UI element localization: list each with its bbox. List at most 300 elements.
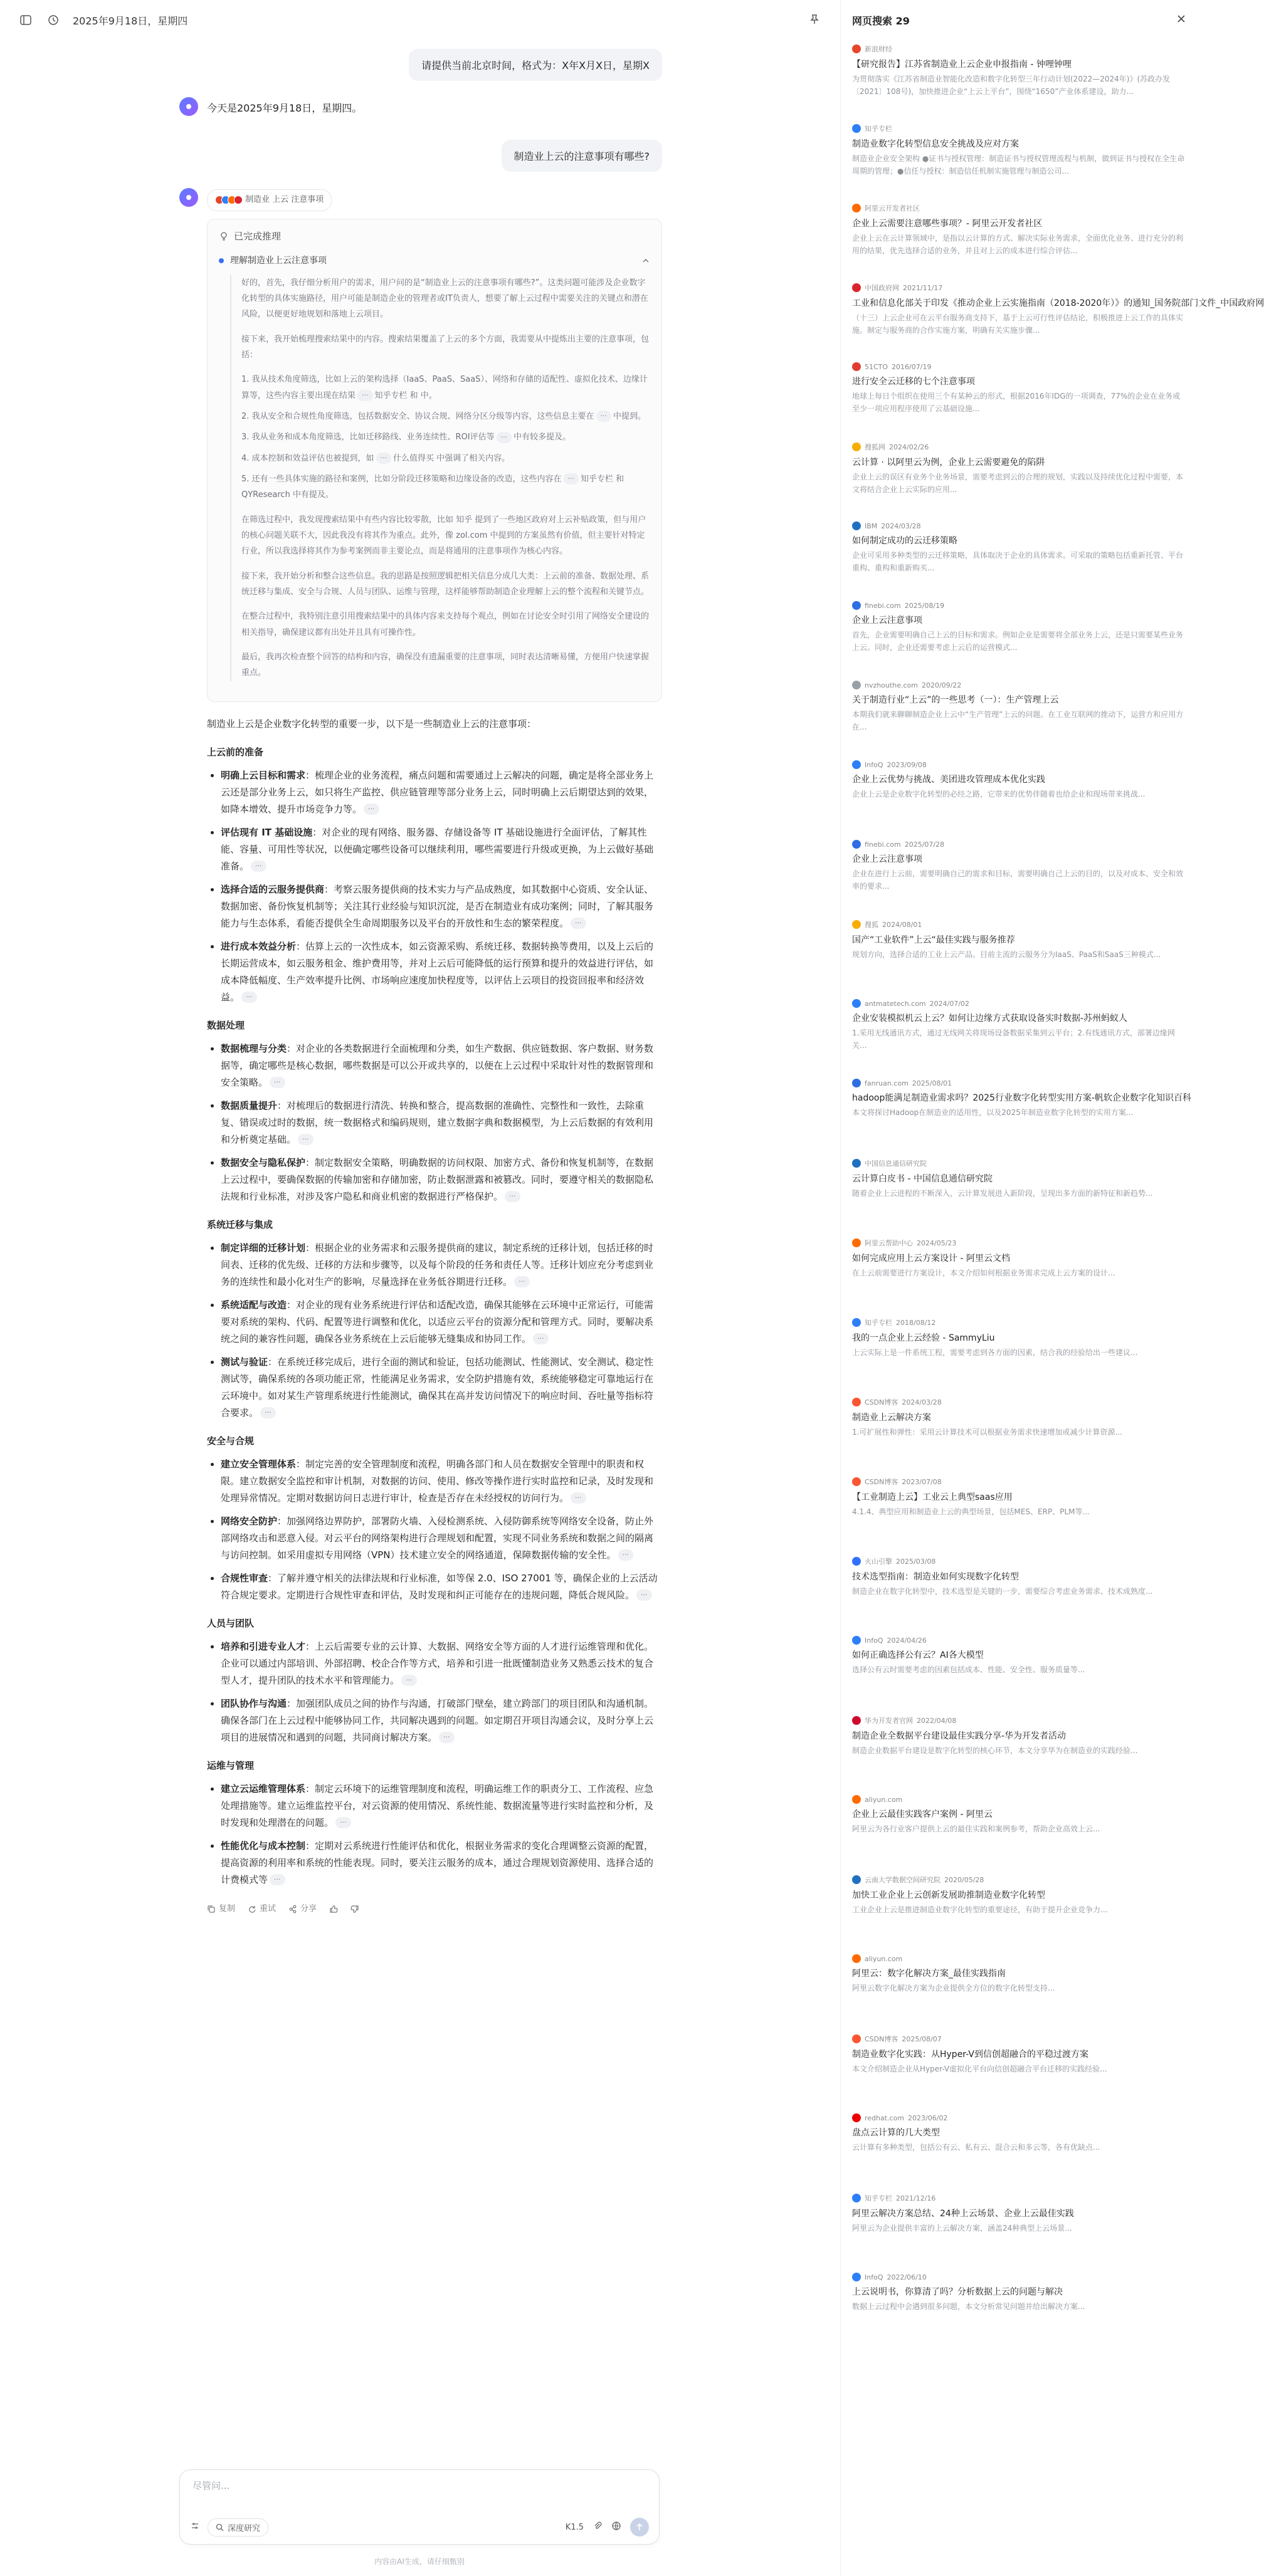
- item-text: ：估算上云的一次性成本，如云资源采购、系统迁移、数据转换等费用，以及上云后的长期运营成本，如云服务租金、维护费用等，并对上云后可能降低的运行预算和提升的效益进行评估，如成本降低幅度、生产效率提升比例、市场响应速度加快程度等，以评估上云项目的投资回报率和经济效益。: [221, 940, 654, 1003]
- result-title[interactable]: 进行安全云迁移的七个注意事项: [852, 377, 975, 387]
- search-result[interactable]: [852, 199, 1188, 279]
- site-favicon-icon: [852, 2273, 861, 2281]
- list-item: [221, 1570, 662, 1604]
- result-source: [852, 2113, 1188, 2122]
- result-source: [852, 601, 1188, 610]
- reasoning-list-item: 1. 我从技术角度筛选，比如上云的架构选择（IaaS、PaaS、SaaS）、网络和存储的适配性、虚拟化技术、边缘计算等，这些内容主要出现在结果 ··· 知乎专栏 和 中。: [241, 375, 648, 401]
- copy-icon: [207, 1905, 216, 1914]
- item-text: ：制定完善的安全管理制度和流程，明确各部门和人员在数据安全管理中的职责和权限。建立数据安全监控和审计机制，对数据的访问、使用、修改等操作进行实时监控和记录，及时发现和处理异常情况。定期对数据访问日志进行审计，检查是否存在未经授权的访问行为。: [221, 1458, 654, 1504]
- item-text: ：加强团队成员之间的协作与沟通，打破部门壁垒，建立跨部门的项目团队和沟通机制。确保各部门在上云过程中能够协同工作，共同解决遇到的问题。如定期召开项目沟通会议，及时分享上云项目的进展情况和遇到的问题，共同商讨解决方案。: [221, 1697, 654, 1743]
- search-result[interactable]: [852, 1712, 1188, 1791]
- citation-badge[interactable]: ···: [298, 1134, 313, 1145]
- result-date: 2025/08/19: [904, 601, 945, 610]
- citation-badge[interactable]: ···: [439, 1732, 455, 1743]
- lightbulb-icon: [219, 231, 229, 241]
- result-snippet: 企业上云的误区有业务个业务场景，需要考虑到云的合理的规划，实践以及持续优化过程中需要，本文将结合企业上云实际的应用...: [852, 473, 1184, 495]
- reasoning-paragraph: 在筛选过程中，我发现搜索结果中有些内容比较零散，比如 知乎 提到了一些地区政府对上云补贴政策，但与用户的核心问题关联不大，因此我没有将其作为重点。此外，像 zol.com 中提到的方案虽然有价值，但主要针对特定行业，所以我选择将其作为参考案例而非主要论点，而是将通用的注意事项作为核心内容。: [241, 515, 646, 557]
- search-result[interactable]: [852, 120, 1188, 199]
- result-snippet: 制造企业数据平台建设是数字化转型的核心环节，本文分享华为在制造业的实践经验...: [852, 1746, 1138, 1755]
- item-term: 制定详细的迁移计划: [221, 1242, 306, 1254]
- result-date: 2024/05/23: [917, 1238, 957, 1247]
- list-item: [221, 1097, 662, 1148]
- item-term: 数据梳理与分类: [221, 1042, 287, 1054]
- list-item: [221, 1781, 662, 1831]
- site-favicon-icon: [852, 362, 861, 371]
- item-term: 网络安全防护: [221, 1515, 278, 1527]
- result-source: [852, 1636, 1188, 1645]
- result-source-name: InfoQ: [865, 2273, 883, 2281]
- assistant-message: [179, 97, 662, 117]
- result-source-name: CSDN博客: [865, 1478, 898, 1486]
- result-source: [852, 919, 1188, 929]
- message-composer[interactable]: [179, 2469, 660, 2545]
- result-source-name: 51CTO: [865, 362, 888, 371]
- result-date: 2021/12/16: [896, 2194, 936, 2202]
- search-result[interactable]: [852, 2030, 1188, 2110]
- site-favicon-icon: [852, 283, 861, 292]
- site-favicon-icon: [852, 1477, 861, 1486]
- citation-badge[interactable]: ···: [564, 473, 579, 484]
- section-heading: 系统迁移与集成: [207, 1218, 273, 1230]
- result-snippet: 4.1.4、典型应用和制造业上云的典型场景，包括MES、ERP、PLM等...: [852, 1507, 1090, 1516]
- result-snippet: 数据上云过程中会遇到很多问题，本文分析常见问题并给出解决方案...: [852, 2302, 1085, 2311]
- reasoning-list-item: 4. 成本控制和效益评估也被提到，如 ··· 什么值得买 中强调了相关内容。: [241, 453, 510, 463]
- search-result[interactable]: [852, 2269, 1188, 2348]
- pin-icon[interactable]: [806, 11, 823, 28]
- result-source: [852, 123, 1188, 134]
- result-source-name: 云南大学数据空间研究院: [865, 1876, 940, 1884]
- search-result[interactable]: [852, 1632, 1188, 1712]
- search-result[interactable]: [852, 1393, 1188, 1473]
- list-item: [221, 938, 662, 1006]
- section-heading: 数据处理: [207, 1019, 245, 1031]
- search-result[interactable]: [852, 2189, 1188, 2269]
- list-item: [221, 1354, 662, 1422]
- web-search-panel: [840, 0, 1264, 2576]
- list-item: [221, 824, 662, 875]
- item-text: ：制定数据安全策略，明确数据的访问权限、加密方式、备份和恢复机制等，在数据上云过程中，要确保数据的传输加密和存储加密，防止数据泄露和被篡改。同时，要遵守相关的数据隐私法规和行业标准，对涉及客户隐私和商业机密的数据进行严格保护。: [221, 1156, 654, 1202]
- site-favicon-icon: [852, 920, 861, 929]
- item-term: 建立云运维管理体系: [221, 1783, 306, 1794]
- composer-toolbar: [190, 2518, 649, 2537]
- result-date: 2025/08/07: [902, 2034, 942, 2043]
- site-favicon-icon: [852, 2113, 861, 2122]
- item-term: 团队协作与沟通: [221, 1697, 287, 1709]
- result-source-name: 新浪财经: [865, 45, 892, 53]
- result-source-name: 中国政府网: [865, 284, 899, 292]
- composer-right-controls: [566, 2518, 649, 2537]
- item-text: ：考察云服务提供商的技术实力与产品成熟度，如其数据中心资质、安全认证、数据加密、备份恢复机制等；关注其行业经验与知识沉淀，是否在制造业有成功案例；同时，了解其服务能力与生态体系，看能否提供全生命周期服务以及平台的开放性和生态的繁荣程度。: [221, 883, 654, 929]
- citation-badge[interactable]: ···: [505, 1191, 520, 1202]
- history-icon[interactable]: [45, 12, 61, 28]
- result-snippet: 1.可扩展性和弹性：采用云计算技术可以根据业务需求快速增加或减少计算资源...: [852, 1428, 1122, 1437]
- citation-badge[interactable]: ···: [376, 453, 392, 464]
- result-source: [852, 840, 1188, 849]
- result-title[interactable]: 国产“工业软件”上云“最佳实践与服务推荐: [852, 935, 1015, 945]
- result-source-name: 知乎专栏: [865, 2194, 892, 2202]
- result-title[interactable]: 如何制定成功的云迁移策略: [852, 536, 957, 546]
- result-source-name: 搜狐: [865, 921, 878, 929]
- list-item: [221, 767, 662, 818]
- result-title[interactable]: 技术选型指南：制造业如何实现数字化转型: [852, 1572, 1019, 1582]
- site-favicon-icon: [852, 1079, 861, 1087]
- close-icon[interactable]: [1176, 14, 1186, 26]
- chevron-up-icon[interactable]: [641, 256, 650, 265]
- search-result[interactable]: [852, 2110, 1188, 2189]
- section-heading: 运维与管理: [207, 1759, 255, 1771]
- site-favicon-icon: [852, 1159, 861, 1168]
- item-text: ：对企业的各类数据进行全面梳理和分类，如生产数据、供应链数据、客户数据、财务数据等，确定哪些是核心数据，哪些数据是可以公开或共享的，以便在上云过程中采取针对性的数据管理和安全策略。: [221, 1042, 654, 1088]
- result-title[interactable]: 制造企业全数据平台建设最佳实践分享-华为开发者活动: [852, 1731, 1066, 1741]
- result-source: [852, 1238, 1188, 1248]
- list-item: [221, 1297, 662, 1348]
- retry-button[interactable]: 重试: [248, 1902, 276, 1917]
- site-favicon-icon: [852, 1875, 861, 1884]
- list-item: [221, 1240, 662, 1291]
- result-title[interactable]: 上云说明书，你算清了吗？分析数据上云的问题与解决: [852, 2287, 1063, 2297]
- reasoning-paragraph: 接下来，我开始梳理搜索结果中的内容。搜索结果覆盖了上云的多个方面，我需要从中提炼出主要的注意事项，包括：: [241, 334, 650, 360]
- item-text: ：对企业的现有业务系统进行评估和适配改造，确保其能够在云环境中正常运行，可能需要对系统的架构、代码、配置等进行调整和优化，以适应云平台的资源分配和管理方式。同时，要解决系统之间的兼容性问题，确保各业务系统在上云后能够无缝集成和协同工作。: [221, 1299, 654, 1344]
- search-result[interactable]: [852, 995, 1188, 1075]
- search-result[interactable]: [852, 1075, 1192, 1154]
- search-result[interactable]: [852, 677, 1188, 757]
- user-bubble-1: 请提供当前北京时间，格式为：X年X月X日，星期X: [409, 49, 662, 81]
- globe-icon[interactable]: [611, 2521, 621, 2533]
- result-source-name: 搜狐网: [865, 443, 885, 451]
- result-date: 2022/04/08: [917, 1716, 957, 1725]
- result-snippet: 阿里云数字化解决方案为企业提供全方位的数字化转型支持...: [852, 1984, 1055, 1992]
- item-text: ：对企业的现有网络、服务器、存储设备等 IT 基础设施进行全面评估，了解其性能、容量、可用性等状况，以便确定哪些设备可以继续利用，哪些需要进行升级或更换，为上云做好基础准备。: [221, 826, 654, 872]
- result-title[interactable]: 【研究报告】江苏省制造业上云企业申报指南 - 钟哩钟哩: [852, 60, 1072, 70]
- user-message: [179, 49, 662, 81]
- citation-badge[interactable]: ···: [533, 1333, 549, 1344]
- result-title[interactable]: 企业安装模拟机云上云？如何让边缘方式获取设备实时数据-苏州蚂蚁人: [852, 1013, 1128, 1024]
- item-text: ：根据企业的业务需求和云服务提供商的建议，制定系统的迁移计划，包括迁移的时间表、迁移的优先级、迁移的方法和步骤等，以及每个阶段的任务和责任人等。迁移计划应充分考虑到业务的连续性和最小化对生产的影响，尽量选择在业务低谷期进行迁移。: [221, 1242, 654, 1287]
- section-list: [207, 1040, 662, 1205]
- user-message: [179, 140, 662, 172]
- citation-badge[interactable]: ···: [270, 1874, 285, 1885]
- refresh-icon: [248, 1905, 256, 1914]
- list-item: [221, 881, 662, 932]
- paperclip-icon[interactable]: [592, 2521, 603, 2533]
- result-snippet: 企业上云在云计算领域中，是指以云计算的方式、解决实际业务需求，全面优化业务、进行充分的利用的结果，优先选择合适的业务，并且对上云的成本进行综合评估...: [852, 234, 1184, 256]
- citation-badge[interactable]: ···: [357, 390, 373, 401]
- result-snippet: 选择公有云时需要考虑的因素包括成本、性能、安全性、服务质量等...: [852, 1665, 1085, 1674]
- result-source: [852, 1397, 1188, 1407]
- result-title[interactable]: 企业上云优势与挑战、美团进攻管理成本优化实践: [852, 775, 1045, 785]
- result-title[interactable]: 企业上云需要注意哪些事项？- 阿里云开发者社区: [852, 219, 1043, 229]
- result-title[interactable]: 加快工业企业上云创新发展助推制造业数字化转型: [852, 1890, 1045, 1900]
- result-title[interactable]: 阿里云：数字化解决方案_最佳实践指南: [852, 1969, 1006, 1979]
- result-source-name: InfoQ: [865, 760, 883, 769]
- search-result[interactable]: [852, 1871, 1188, 1950]
- result-title[interactable]: 制造业数字化转型信息安全挑战及应对方案: [852, 139, 1019, 149]
- site-favicon-icon: [852, 1557, 861, 1566]
- result-date: 2024/08/01: [882, 920, 922, 929]
- result-source: [852, 362, 1188, 371]
- deep-research-toggle[interactable]: 深度研究: [208, 2518, 268, 2537]
- search-result[interactable]: [852, 438, 1188, 518]
- result-title[interactable]: 企业上云注意事项: [852, 854, 922, 864]
- copy-button[interactable]: 复制: [207, 1902, 235, 1917]
- result-source: [852, 1875, 1188, 1885]
- citation-badge[interactable]: ···: [514, 1276, 530, 1287]
- result-source-name: antmatetech.com: [865, 999, 926, 1008]
- result-source-name: nvzhouthe.com: [865, 681, 918, 689]
- search-result[interactable]: [852, 1234, 1188, 1314]
- search-result[interactable]: [852, 359, 1188, 438]
- search-result[interactable]: [852, 1950, 1188, 2030]
- item-term: 明确上云目标和需求: [221, 769, 306, 781]
- result-date: 2025/07/28: [904, 840, 945, 849]
- model-selector[interactable]: K1.5: [565, 2522, 584, 2532]
- result-title[interactable]: 云计算白皮书 - 中国信息通信研究院: [852, 1174, 993, 1184]
- result-snippet: 为贯彻落实《江苏省制造业智能化改造和数字化转型三年行动计划(2022—2024年)》(苏政办发〔2021〕108号)，加快推进企业“上云上平台”，围绕“1650”产业体系建设，助力...: [852, 75, 1171, 97]
- assistant-text-1: 今天是2025年9月18日，星期四。: [207, 102, 362, 114]
- result-snippet: 随着企业上云进程的不断深入，云计算发展进入新阶段，呈现出多方面的新特征和新趋势...: [852, 1189, 1153, 1198]
- thumbs-down-button[interactable]: [350, 1905, 359, 1914]
- result-snippet: 工业企业上云是推进制造业数字化转型的重要途径，有助于提升企业竞争力...: [852, 1905, 1108, 1914]
- sidebar-toggle-icon[interactable]: [18, 12, 34, 28]
- source-favicons-icon: [215, 196, 240, 204]
- result-source: [852, 681, 1188, 689]
- item-text: ：了解并遵守相关的法律法规和行业标准，如等保 2.0、ISO 27001 等，确保企业的上云活动符合规定要求。定期进行合规性审查和评估，及时发现和纠正可能存在的违规问题，降低合规风险。: [221, 1572, 658, 1601]
- result-source-name: 火山引擎: [865, 1558, 892, 1566]
- answer-content: [207, 716, 662, 1888]
- citation-badge[interactable]: ···: [260, 1407, 276, 1418]
- item-term: 进行成本效益分析: [221, 940, 297, 952]
- search-result[interactable]: [852, 1552, 1188, 1632]
- assistant-avatar: [179, 97, 198, 116]
- citation-badge[interactable]: ···: [335, 1817, 351, 1828]
- item-text: ：加强网络边界防护，部署防火墙、入侵检测系统、入侵防御系统等网络安全设备，防止外部网络攻击和恶意入侵。对云平台的网络架构进行合理规划和配置，实现不同业务系统和数据之间的隔离与访问控制。如采用虚拟专用网络（VPN）技术建立安全的网络通道，保障数据传输的安全性。: [221, 1515, 654, 1561]
- result-source-name: 中国信息通信研究院: [865, 1160, 927, 1168]
- result-snippet: 规划方向，选择合适的工业上云产品。目前主流的云服务分为IaaS、PaaS和SaaS三种模式...: [852, 950, 1161, 959]
- item-term: 性能优化与成本控制: [221, 1840, 306, 1851]
- result-snippet: 制造业企业安全架构 ●证书与授权管理：制造证书与授权管理流程与机制，做到证书与授权在全生命周期的管理；●信任与授权：制造信任机制实施管理与制造公司...: [852, 154, 1185, 176]
- result-source: [852, 1795, 1188, 1804]
- answer-sections: [207, 744, 662, 1888]
- result-title[interactable]: 盘点云计算的几大类型: [852, 2128, 940, 2138]
- reasoning-paragraph: 最后，我再次检查整个回答的结构和内容，确保没有遗漏重要的注意事项，同时表达清晰易懂，方便用户快速掌握重点。: [241, 652, 650, 678]
- reasoning-list-item: 2. 我从安全和合规性角度筛选，包括数据安全、协议合规、网络分区分级等内容，这些信息主要在 ··· 中提到。: [241, 411, 646, 421]
- citation-badge[interactable]: ···: [618, 1549, 634, 1561]
- reasoning-step[interactable]: [219, 253, 650, 269]
- thumbs-down-icon: [350, 1905, 359, 1914]
- result-source-name: 知乎专栏: [865, 125, 892, 133]
- item-text: ：上云后需要专业的云计算、大数据、网络安全等方面的人才进行运维管理和优化。企业可以通过内部培训、外部招聘、校企合作等方式，培养和引进一批既懂制造业务又熟悉云技术的复合型人才，提升团队的技术水平和管理能力。: [221, 1640, 654, 1686]
- search-chip[interactable]: [207, 189, 332, 211]
- result-source: [852, 521, 1188, 530]
- thumbs-up-icon: [329, 1905, 338, 1914]
- message-input[interactable]: 尽管问...: [192, 2480, 230, 2491]
- result-date: 2016/07/19: [892, 362, 932, 371]
- citation-badge[interactable]: ···: [497, 432, 512, 443]
- search-result[interactable]: [852, 1473, 1188, 1552]
- item-text: ：对梳理后的数据进行清洗、转换和整合，提高数据的准确性、完整性和一致性，去除重复、错误或过时的数据，统一数据格式和编码规则，建立数据字典和数据模型，为上云后数据的有效利用和分析奠定基础。: [221, 1099, 654, 1145]
- item-term: 建立安全管理体系: [221, 1458, 297, 1470]
- reasoning-list-item: 5. 还有一些具体实施的路径和案例，比如分阶段迁移策略和边缘设备的改造，这些内容在 ··· 知乎专栏 和 QYResearch 中有提及。: [241, 474, 624, 500]
- site-favicon-icon: [852, 601, 861, 610]
- answer-intro: 制造业上云是企业数字化转型的重要一步，以下是一些制造业上云的注意事项：: [207, 718, 537, 730]
- list-item: [221, 1456, 662, 1507]
- section-list: [207, 1456, 662, 1604]
- search-result[interactable]: [852, 1154, 1188, 1234]
- citation-badge[interactable]: ···: [364, 804, 379, 815]
- result-source-name: IBM: [865, 521, 878, 530]
- result-source: [852, 1477, 1188, 1487]
- top-bar: [0, 0, 840, 40]
- reasoning-paragraph: 好的，首先，我仔细分析用户的需求，用户问的是“制造业上云的注意事项有哪些?”。这类问题可能涉及企业数字化转型的具体实施路径，用户可能是制造企业的管理者或IT负责人，想要了解上云过程中需要关注的关键点和潜在风险，以便更好地规划和落地上云项目。: [241, 278, 648, 320]
- search-result[interactable]: [852, 40, 1188, 120]
- result-title[interactable]: 制造业上云解决方案: [852, 1413, 931, 1423]
- result-title[interactable]: 制造业数字化实践：从Hyper-V到信创超融合的平稳过渡方案: [852, 2050, 1088, 2060]
- site-favicon-icon: [852, 204, 861, 212]
- citation-badge[interactable]: ···: [270, 1077, 285, 1088]
- result-date: 2023/07/08: [902, 1477, 942, 1486]
- site-favicon-icon: [852, 2034, 861, 2043]
- search-result[interactable]: [852, 1791, 1188, 1871]
- section-heading: 上云前的准备: [207, 746, 264, 758]
- result-source: [852, 999, 1188, 1008]
- result-title[interactable]: 云计算 · 以阿里云为例，企业上云需要避免的陷阱: [852, 458, 1045, 468]
- item-term: 系统适配与改造: [221, 1299, 287, 1311]
- share-button[interactable]: 分享: [288, 1902, 317, 1917]
- attach-icon[interactable]: [190, 2521, 200, 2533]
- result-date: 2024/02/26: [889, 442, 929, 451]
- result-snippet: 制造企业在数字化转型中，技术选型是关键的一步，需要综合考虑业务需求、技术成熟度...: [852, 1587, 1153, 1596]
- assistant-message: [179, 188, 662, 1916]
- result-source: [852, 44, 1188, 54]
- list-item: [221, 1838, 662, 1888]
- result-date: 2025/03/08: [896, 1557, 936, 1566]
- result-title[interactable]: 我的一点企业上云经验 - SammyLiu: [852, 1333, 995, 1343]
- result-snippet: 本期我们就来聊聊制造企业上云中“生产管理”上云的问题。在工业互联网的推动下，运营方和应用方在...: [852, 710, 1184, 732]
- search-result[interactable]: [852, 1314, 1188, 1393]
- search-result[interactable]: [852, 597, 1188, 677]
- result-source: [852, 1715, 1188, 1725]
- citation-badge[interactable]: ···: [636, 1589, 652, 1601]
- reasoning-status: 已完成推理: [234, 230, 282, 242]
- result-snippet: 阿里云为各行业客户提供上云的最佳实践和案例参考，帮助企业高效上云...: [852, 1825, 1100, 1833]
- result-snippet: 云计算有多种类型，包括公有云、私有云、混合云和多云等，各有优缺点...: [852, 2143, 1100, 2152]
- result-title[interactable]: hadoop能满足制造业需求吗？2025行业数字化转型实用方案-帆软企业数字化知识百科: [852, 1093, 1192, 1103]
- section-list: [207, 1240, 662, 1422]
- citation-badge[interactable]: ···: [241, 992, 257, 1003]
- result-source: [852, 1954, 1188, 1963]
- search-result[interactable]: [852, 757, 1188, 836]
- result-source-name: aliyun.com: [865, 1795, 903, 1804]
- section-heading: 安全与合规: [207, 1435, 255, 1447]
- panel-title: 网页搜索 29: [852, 14, 910, 27]
- arrow-up-icon: [635, 2523, 644, 2531]
- assistant-avatar: [179, 188, 198, 207]
- site-favicon-icon: [852, 840, 861, 849]
- citation-badge[interactable]: ···: [596, 411, 612, 422]
- site-favicon-icon: [852, 45, 861, 53]
- reasoning-panel: [207, 219, 662, 702]
- conversation: [179, 40, 662, 1916]
- result-title[interactable]: 企业上云最佳实践客户案例 - 阿里云: [852, 1809, 993, 1819]
- site-favicon-icon: [852, 681, 861, 689]
- result-title[interactable]: 关于制造行业“上云”的一些思考（一）：生产管理上云: [852, 695, 1059, 705]
- assistant-answer: [207, 188, 662, 1916]
- reasoning-header[interactable]: [219, 228, 650, 244]
- result-snippet: 本文将探讨Hadoop在制造业的适用性，以及2025年制造业数字化转型的实用方案...: [852, 1108, 1134, 1117]
- send-button[interactable]: [630, 2518, 649, 2537]
- reasoning-paragraph: 接下来，我开始分析和整合这些信息。我的思路是按照逻辑把相关信息分成几大类：上云前的准备、数据处理、系统迁移与集成、安全与合规、人员与团队、运维与管理，这样能够帮助制造企业理解上云的整个流程和关键节点。: [241, 571, 650, 597]
- site-favicon-icon: [852, 521, 861, 530]
- item-term: 合规性审查: [221, 1572, 268, 1584]
- result-source: [852, 203, 1188, 213]
- result-snippet: 阿里云为企业提供丰富的上云解决方案，涵盖24种典型上云场景...: [852, 2224, 1072, 2233]
- site-favicon-icon: [852, 1954, 861, 1963]
- result-source-name: CSDN博客: [865, 2035, 898, 2043]
- site-favicon-icon: [852, 442, 861, 451]
- result-date: 2024/07/02: [929, 999, 970, 1008]
- citation-badge[interactable]: ···: [401, 1675, 417, 1686]
- result-snippet: 企业可采用多种类型的云迁移策略，具体取决于企业的具体需求。可采取的策略包括重新托管、平台重构、重构和重新购买...: [852, 551, 1184, 573]
- citation-badge[interactable]: ···: [251, 861, 266, 872]
- result-source: [852, 442, 1188, 452]
- search-icon: [216, 2523, 224, 2531]
- result-source: [852, 2034, 1188, 2044]
- result-source: [852, 760, 1188, 769]
- panel-header: [841, 0, 1204, 40]
- result-source-name: CSDN博客: [865, 1398, 898, 1406]
- section-list: [207, 767, 662, 1006]
- reasoning-text: [230, 275, 650, 681]
- item-term: 测试与验证: [221, 1356, 268, 1368]
- result-source: [852, 1079, 1188, 1087]
- result-snippet: 在上云前需要进行方案设计，本文介绍如何根据业务需求完成上云方案的设计...: [852, 1269, 1115, 1277]
- list-item: [221, 1040, 662, 1091]
- result-title[interactable]: 如何正确选择公有云？AI各大模型: [852, 1650, 984, 1660]
- site-favicon-icon: [852, 1716, 861, 1725]
- result-date: 2025/08/01: [912, 1079, 952, 1087]
- result-title[interactable]: 企业上云注意事项: [852, 615, 922, 626]
- item-text: ：定期对云系统进行性能评估和优化，根据业务需求的变化合理调整云资源的配置，提高资源的利用率和系统的性能表现。同时，要关注云服务的成本，通过合理规划资源使用、选择合适的计费模式等: [221, 1840, 654, 1885]
- search-result[interactable]: [852, 518, 1188, 597]
- citation-badge[interactable]: ···: [571, 1492, 586, 1504]
- result-title[interactable]: 阿里云解决方案总结、24种上云场景、企业上云最佳实践: [852, 2209, 1074, 2219]
- list-item: [221, 1638, 662, 1689]
- site-favicon-icon: [852, 1318, 861, 1327]
- result-title[interactable]: 如何完成应用上云方案设计 - 阿里云文档: [852, 1254, 1010, 1264]
- site-favicon-icon: [852, 124, 861, 133]
- list-item: [221, 1154, 662, 1205]
- thumbs-up-button[interactable]: [329, 1905, 338, 1914]
- result-date: 2024/03/28: [902, 1398, 942, 1406]
- result-date: 2024/03/28: [881, 521, 921, 530]
- search-result[interactable]: [852, 279, 1264, 359]
- site-favicon-icon: [852, 2194, 861, 2202]
- site-favicon-icon: [852, 760, 861, 769]
- reasoning-paragraph: 在整合过程中，我特别注意引用搜索结果中的具体内容来支持每个观点，例如在讨论安全时引用了网络安全建设的相关指导，确保建议都有出处并且具有可操作性。: [241, 612, 650, 637]
- result-source-name: redhat.com: [865, 2113, 905, 2122]
- search-result[interactable]: [852, 916, 1188, 995]
- result-title[interactable]: 工业和信息化部关于印发《推动企业上云实施指南（2018-2020年）》的通知_国务院部门文件_中国政府网: [852, 298, 1264, 308]
- result-title[interactable]: 【工业制造上云】工业云上典型saas应用: [852, 1492, 1013, 1502]
- result-source-name: InfoQ: [865, 1636, 883, 1645]
- result-date: 2022/06/10: [887, 2273, 927, 2281]
- result-source-name: 阿里云开发者社区: [865, 204, 920, 212]
- result-source-name: 华为开发者官网: [865, 1717, 913, 1725]
- search-result[interactable]: [852, 836, 1188, 916]
- result-date: 2020/05/28: [944, 1875, 984, 1884]
- citation-badge[interactable]: ···: [571, 918, 586, 929]
- section-list: [207, 1638, 662, 1746]
